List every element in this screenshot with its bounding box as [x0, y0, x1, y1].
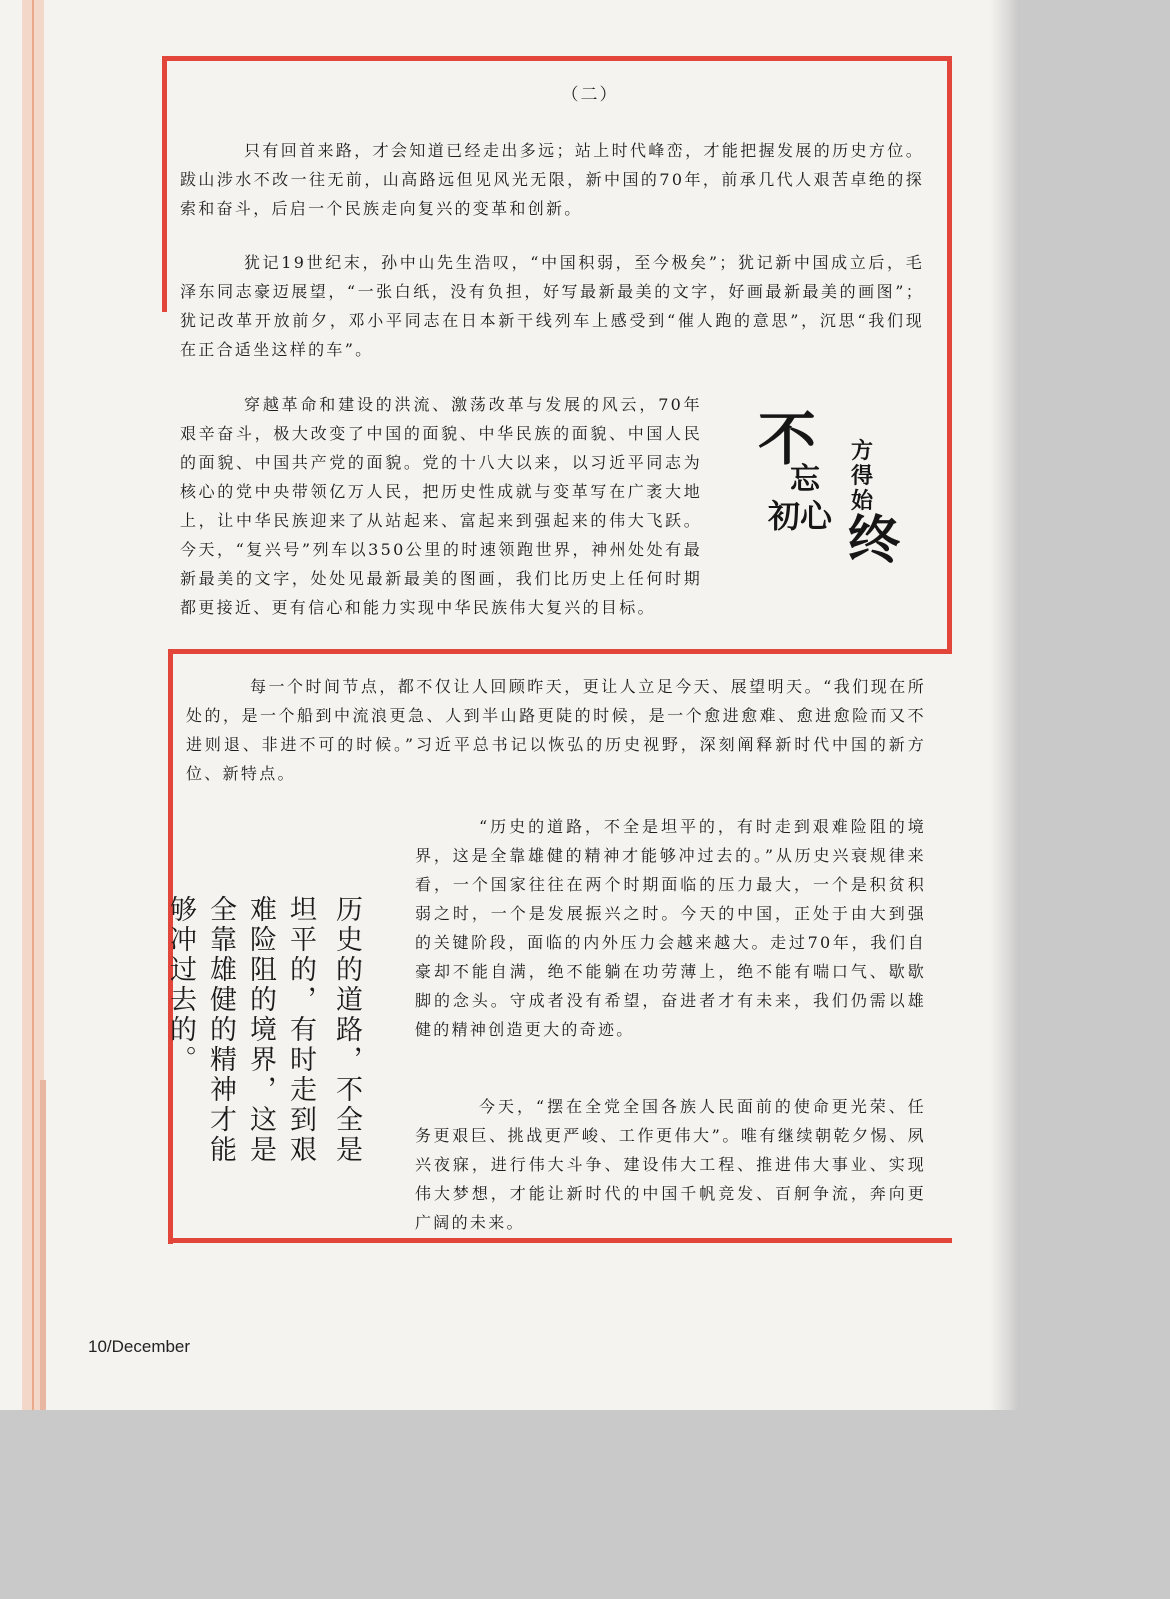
- frame-top-line: [162, 56, 952, 61]
- paragraph-2: 犹记19世纪末，孙中山先生浩叹，“中国积弱，至今极矣”；犹记新中国成立后，毛泽东同志豪迈展望，“一张白纸，没有负担，好写最新最美的文字，好画最新最美的画图”；犹记改革开放前夕，邓小平同志在日本新干线列车上感受到“催人跑的意思”，沉思“我们现在正合适坐这样的车”。: [180, 253, 924, 359]
- quote-column-2-head: 坦平的，有时: [285, 895, 316, 1075]
- page-edge-line: [32, 0, 34, 1410]
- quote-column-1-head: 历史的道路，: [331, 895, 362, 1075]
- paragraph-4: 每一个时间节点，都不仅让人回顾昨天，更让人立足今天、展望明天。“我们现在所处的，是一个船到中流浪更急、人到半山路更陡的时候，是一个愈进愈难、愈进愈险而又不进则退、非进不可的时候。”习近平总书记以恢弘的历史视野，深刻阐释新时代中国的新方位、新特点。: [186, 677, 926, 783]
- quote-column-2: [280, 895, 320, 1195]
- page-number-label: 10/December: [88, 1337, 191, 1356]
- section-heading: （二）: [561, 85, 619, 105]
- calligraphy-char-shi: 始: [851, 488, 874, 514]
- calligraphy-char-bu: 不: [758, 405, 817, 473]
- page-edge-bevel: [40, 1080, 46, 1410]
- quote-column-1: [326, 895, 366, 1195]
- quote-column-4-head: 全靠雄健的精神: [205, 895, 236, 1105]
- calligraphy-char-zhong: 终: [848, 510, 901, 571]
- frame-left-upper-line: [162, 56, 167, 312]
- quote-column-3-head: 难险阻的境界，: [245, 895, 276, 1105]
- calligraphy-char-wang: 忘: [790, 462, 820, 497]
- paragraph-1: 只有回首来路，才会知道已经走出多远；站上时代峰峦，才能把握发展的历史方位。跋山涉水不改一往无前，山高路远但见风光无限，新中国的70年，前承几代人艰苦卓绝的探索和奋斗，后启一个民族走向复兴的变革和创新。: [180, 141, 924, 218]
- quote-column-3-tail: 这是: [245, 1105, 276, 1165]
- quote-column-3: [240, 895, 280, 1195]
- paragraph-6: 今天，“摆在全党全国各族人民面前的使命更光荣、任务更艰巨、挑战更严峻、工作更伟大”。唯有继续朝乾夕惕、夙兴夜寐，进行伟大斗争、建设伟大工程、推进伟大事业、实现伟大梦想，才能让新时代的中国千帆竞发、百舸争流，奔向更广阔的未来。: [415, 1097, 926, 1232]
- frame-middle-line: [168, 649, 952, 654]
- quote-column-1-tail: 不全是: [331, 1075, 362, 1165]
- quote-column-4: [200, 895, 240, 1195]
- quote-column-5-text: 够冲过去的。: [165, 895, 196, 1075]
- paragraph-3: 穿越革命和建设的洪流、激荡改革与发展的风云，70年艰辛奋斗，极大改变了中国的面貌、中华民族的面貌、中国人民的面貌、中国共产党的面貌。党的十八大以来，以习近平同志为核心的党中央带领亿万人民，把历史性成就与变革写在广袤大地上，让中华民族迎来了从站起来、富起来到强起来的伟大飞跃。今天，“复兴号”列车以350公里的时速领跑世界，神州处处有最新最美的文字，处处见最新最美的图画，我们比历史上任何时期都更接近、更有信心和能力实现中华民族伟大复兴的目标。: [180, 395, 702, 617]
- calligraphy-char-fang: 方: [851, 438, 874, 464]
- quote-column-4-tail: 才能: [205, 1105, 236, 1165]
- quote-column-5: [160, 895, 200, 1195]
- frame-right-line: [947, 56, 952, 652]
- page-fold-shadow: [990, 0, 1018, 1410]
- frame-bottom-line: [168, 1238, 952, 1243]
- calligraphy-chuxin: 初心: [768, 497, 833, 535]
- calligraphy-char-de: 得: [851, 463, 874, 489]
- quote-column-2-tail: 走到艰: [285, 1075, 316, 1165]
- paragraph-5: “历史的道路，不全是坦平的，有时走到艰难险阻的境界，这是全靠雄健的精神才能够冲过去的。”从历史兴衰规律来看，一个国家往往在两个时期面临的压力最大，一个是积贫积弱之时，一个是发展振兴之时。今天的中国，正处于由大到强的关键阶段，面临的内外压力会越来越大。走过70年，我们自豪却不能自满，绝不能躺在功劳薄上，绝不能有喘口气、歇歇脚的念头。守成者没有希望，奋进者才有未来，我们仍需以雄健的精神创造更大的奇迹。: [415, 817, 926, 1039]
